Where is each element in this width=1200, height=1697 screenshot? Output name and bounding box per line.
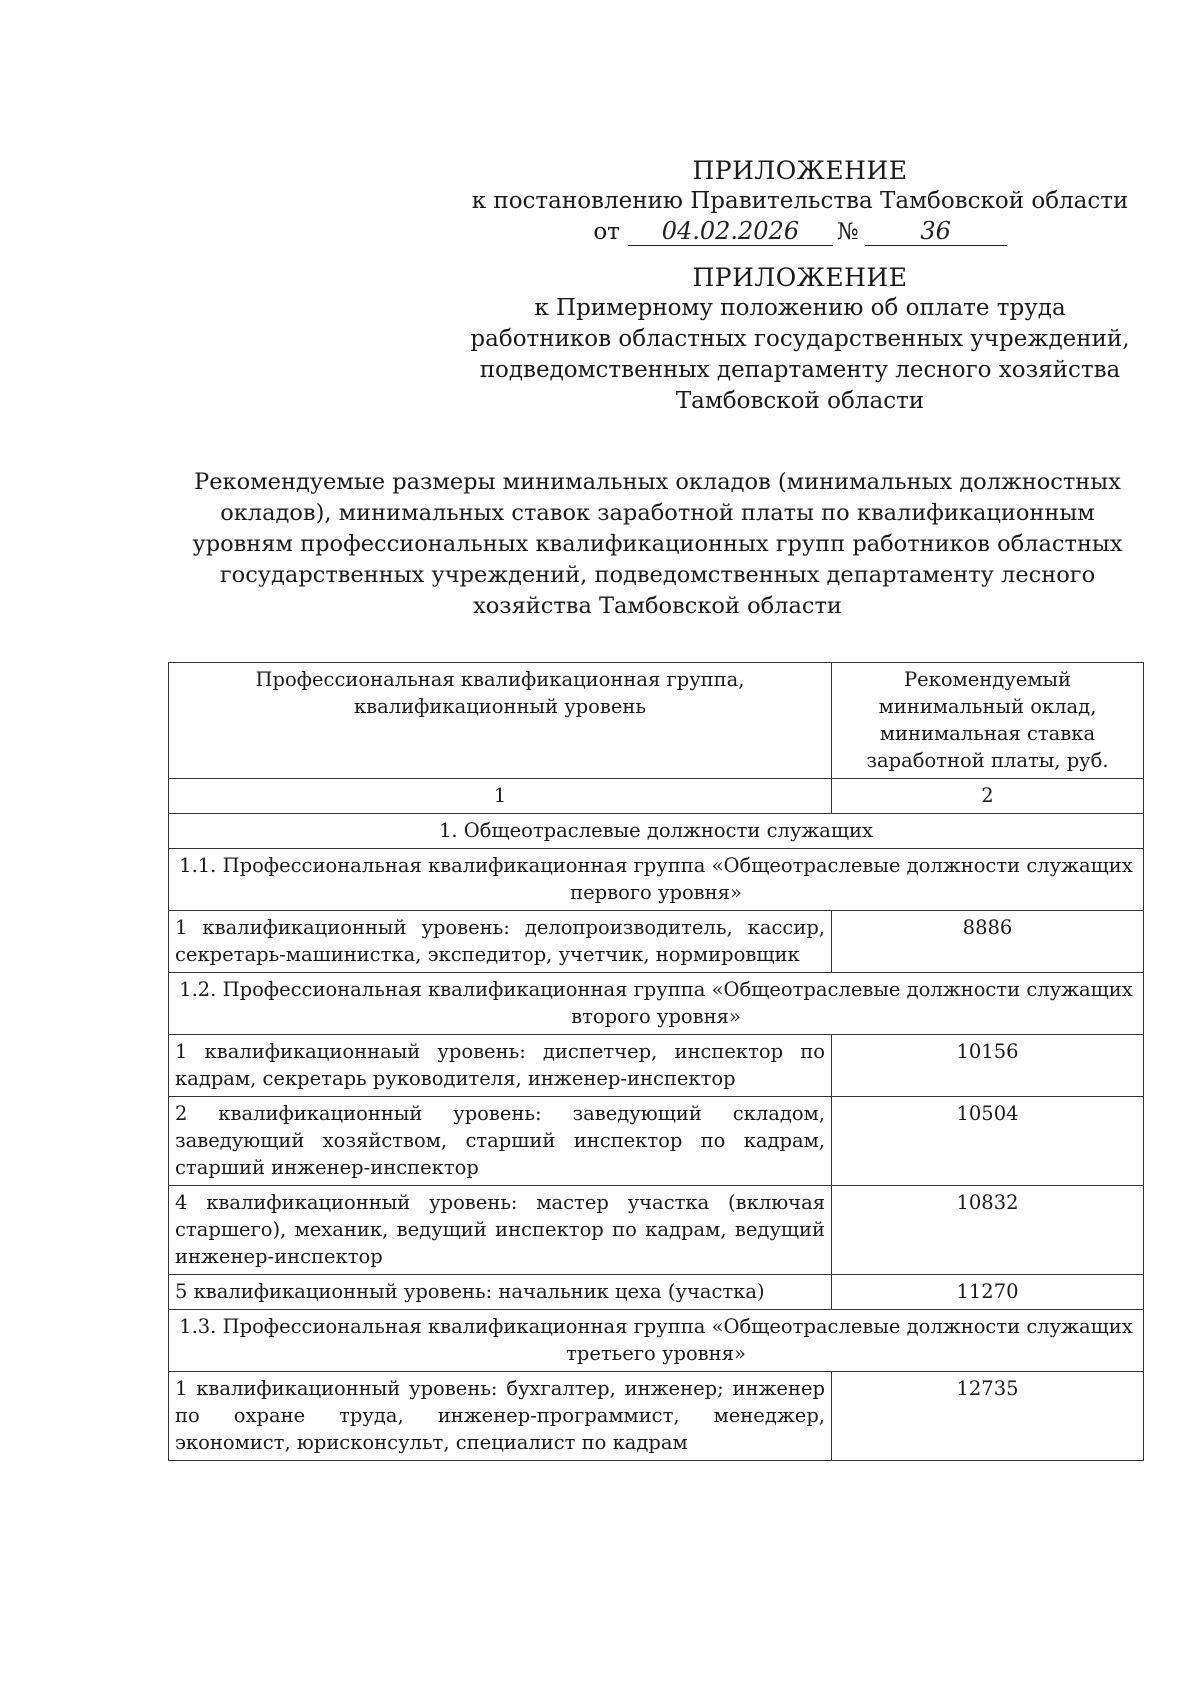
appendix-block-regulation [460,262,1140,417]
number-field [865,218,1007,246]
header-cell-rate: Рекомендуемый минимальный оклад, минимальная ставка заработной платы, руб. [832,663,1144,779]
rate-cell: 10832 [832,1186,1144,1275]
title-line: окладов), минимальных ставок заработной платы по квалификационным [220,500,1095,526]
table-row [169,1035,1144,1097]
salary-rates-table [168,662,1144,1461]
appendix-line: работников областных государственных учреждений, [470,326,1130,352]
date-prefix: от [593,219,620,245]
level-cell: 4 квалификационный уровень: мастер участка (включая старшего), механик, ведущий инспектор по кадрам, ведущий инженер-инспектор [169,1186,832,1275]
date-field [628,218,833,246]
handwritten-number: 36 [920,217,951,245]
rate-cell: 11270 [832,1275,1144,1310]
title-line: уровням профессиональных квалификационных групп работников областных [192,531,1123,557]
header-cell-group-level: Профессиональная квалификационная группа, квалификационный уровень [169,663,832,779]
section-title: 1. Общеотраслевые должности служащих [169,814,1144,849]
level-cell: 2 квалификационный уровень: заведующий складом, заведующий хозяйством, старший инспектор по кадрам, старший инженер-инспектор [169,1097,832,1186]
appendix-line: к Примерному положению об оплате труда [534,295,1066,321]
column-number: 1 [169,779,832,814]
group-title: 1.2. Профессиональная квалификационная группа «Общеотраслевые должности служащих второго уровня» [169,973,1144,1035]
column-number-row [169,779,1144,814]
table-row [169,1275,1144,1310]
table-row [169,1186,1144,1275]
appendix-line: Тамбовской области [675,388,925,414]
document-title [165,467,1150,622]
level-cell: 1 квалификационный уровень: бухгалтер, инженер; инженер по охране труда, инженер-программист, менеджер, экономист, юрисконсульт, специалист по кадрам [169,1372,832,1461]
date-number-line [593,217,1006,248]
appendix-heading: ПРИЛОЖЕНИЕ [692,263,908,292]
group-row [169,1310,1144,1372]
group-title: 1.3. Профессиональная квалификационная группа «Общеотраслевые должности служащих третьего уровня» [169,1310,1144,1372]
section-row [169,814,1144,849]
group-row [169,973,1144,1035]
level-cell: 5 квалификационный уровень: начальник цеха (участка) [169,1275,832,1310]
title-line: Рекомендуемые размеры минимальных окладов (минимальных должностных [194,469,1121,495]
rate-cell: 10156 [832,1035,1144,1097]
rate-cell: 12735 [832,1372,1144,1461]
appendix-line: подведомственных департаменту лесного хозяйства [479,357,1121,383]
appendix-resolution-line: к постановлению Правительства Тамбовской области [471,188,1129,214]
table-header-row [169,663,1144,779]
table-row [169,1097,1144,1186]
table-row [169,911,1144,973]
number-sign: № [836,219,859,245]
title-line: государственных учреждений, подведомственных департаменту лесного [219,562,1096,588]
table-row [169,1372,1144,1461]
level-cell: 1 квалификационный уровень: делопроизводитель, кассир, секретарь-машинистка, экспедитор, учетчик, нормировщик [169,911,832,973]
appendix-block-resolution [460,155,1140,248]
rate-cell: 10504 [832,1097,1144,1186]
group-title: 1.1. Профессиональная квалификационная группа «Общеотраслевые должности служащих первого уровня» [169,849,1144,911]
handwritten-date: 04.02.2026 [661,217,800,245]
level-cell: 1 квалификационнаый уровень: диспетчер, инспектор по кадрам, секретарь руководителя, инженер-инспектор [169,1035,832,1097]
title-line: хозяйства Тамбовской области [473,593,842,619]
group-row [169,849,1144,911]
rate-cell: 8886 [832,911,1144,973]
appendix-heading: ПРИЛОЖЕНИЕ [692,156,908,185]
column-number: 2 [832,779,1144,814]
